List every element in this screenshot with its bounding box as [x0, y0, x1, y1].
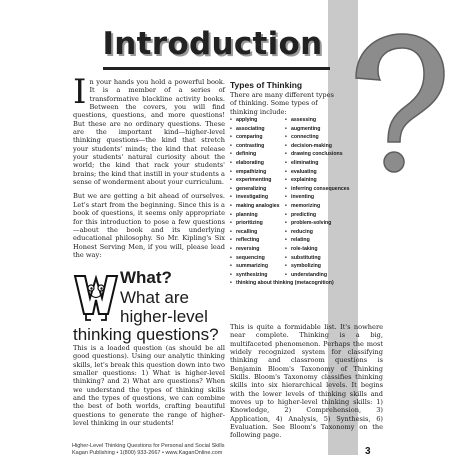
bullet-icon: • — [230, 185, 232, 192]
skill-label: recalling — [236, 228, 258, 235]
bullet-icon: • — [285, 117, 287, 123]
bullet-icon: • — [285, 177, 287, 184]
skill-label: thinking about thinking (metacognition) — [236, 280, 334, 287]
intro-column — [73, 72, 225, 259]
skill-label: assessing — [291, 117, 317, 123]
skill-item — [285, 177, 317, 185]
skill-label: symbolizing — [291, 263, 321, 270]
bullet-icon: • — [230, 194, 232, 201]
skill-label: reversing — [236, 246, 260, 252]
skill-label: inferring consequences — [291, 185, 350, 192]
skill-label: evaluating — [291, 168, 317, 175]
bullet-icon: • — [230, 228, 232, 235]
skill-item — [230, 255, 265, 263]
skill-label: generalizing — [236, 185, 267, 192]
bullet-icon: • — [230, 151, 232, 158]
skill-item — [285, 194, 314, 202]
types-heading: Types of Thinking — [230, 80, 303, 90]
drop-cap: I — [73, 72, 87, 112]
what-heading-block — [73, 268, 233, 344]
page-title: Introduction — [102, 26, 323, 62]
skill-item — [230, 229, 257, 237]
skill-label: elaborating — [236, 160, 264, 166]
skill-item — [285, 126, 320, 134]
skill-label: contrasting — [236, 142, 265, 149]
skill-item — [230, 212, 258, 220]
skill-item — [285, 263, 321, 271]
skill-item-metacognition — [230, 280, 334, 288]
skill-item — [230, 194, 268, 202]
skill-label: explaining — [291, 177, 317, 184]
skill-item — [285, 203, 320, 211]
skill-item — [285, 212, 316, 220]
bullet-icon: • — [230, 280, 232, 287]
footer-publisher: Kagan Publishing • 1(800) 933-2667 • www.KaganOnline.com — [72, 450, 223, 456]
skill-item — [230, 177, 271, 185]
bullet-icon: • — [230, 125, 232, 132]
skill-item — [285, 272, 327, 280]
bullet-icon: • — [230, 134, 232, 141]
intro-paragraph-1 — [73, 72, 225, 187]
types-intro: There are many different types of thinking. Some types of thinking include: — [230, 91, 334, 116]
bullet-icon: • — [285, 168, 287, 175]
skill-label: reducing — [291, 228, 313, 235]
skill-label: role-taking — [291, 246, 318, 252]
skill-label: augmenting — [291, 125, 321, 132]
skill-label: summarizing — [236, 263, 268, 270]
skill-label: investigating — [236, 194, 268, 201]
bullet-icon: • — [230, 220, 232, 227]
skill-item — [230, 151, 256, 159]
skill-item — [230, 263, 268, 271]
skill-label: planning — [236, 211, 258, 218]
skill-item — [285, 229, 313, 237]
bullet-icon: • — [230, 211, 232, 218]
skill-item — [285, 186, 350, 194]
title-underline — [103, 67, 330, 70]
right-column-body — [230, 323, 383, 440]
skill-item — [285, 143, 332, 151]
skill-item — [230, 117, 257, 125]
bullet-icon: • — [285, 254, 287, 261]
bullet-icon: • — [230, 237, 232, 244]
bullet-icon: • — [285, 220, 287, 227]
skill-item — [285, 220, 331, 228]
skill-label: prioritizing — [236, 220, 263, 227]
what-label: What? — [120, 268, 172, 287]
bullet-icon: • — [285, 237, 287, 244]
skill-label: predicting — [291, 211, 317, 218]
skill-item — [285, 237, 310, 245]
skill-label: relating — [291, 237, 310, 244]
skill-label: drawing conclusions — [291, 151, 343, 158]
bullet-icon: • — [285, 151, 287, 158]
what-column — [73, 344, 225, 427]
skill-item — [230, 237, 259, 245]
skill-item — [230, 203, 280, 211]
skill-label: defining — [236, 151, 257, 158]
skill-item — [230, 272, 267, 280]
skill-label: sequencing — [236, 254, 265, 261]
bullet-icon: • — [285, 203, 287, 209]
bullet-icon: • — [285, 185, 287, 192]
bullet-icon: • — [285, 271, 287, 278]
bullet-icon: • — [230, 117, 232, 123]
bullet-icon: • — [230, 142, 232, 149]
skill-label: memorizing — [291, 203, 321, 209]
skill-label: decision-making — [291, 142, 332, 149]
intro-paragraph-1-text: n your hands you hold a powerful book. It is a member of a series of transformative blackline activity books. Between the covers, you will find questions, questions, and more questions! But these are no ordinary questions. These are the important kind—higher-level thinking questions—the kind that stretch your students' minds; the kind that release your students' natural curiosity about the world; the kind that rack your students' brains; the kind that instill in your students a sense of wonderment about your curriculum. — [73, 78, 225, 187]
bullet-icon: • — [230, 168, 232, 175]
skill-label: eliminating — [291, 160, 319, 166]
intro-paragraph-2: But we are getting a bit ahead of ourselves. Let's start from the beginning. Since this is a book of questions, it seems only appropriate for this introduction to pose a few questions—about the book and its underlying educational philosophy. So Mr. Kipling's Six Honest Serving Men, if you will, please lead the way: — [73, 192, 225, 259]
bullet-icon: • — [285, 246, 287, 252]
skill-item — [230, 134, 263, 142]
bullet-icon: • — [230, 160, 232, 166]
page-number: 3 — [365, 446, 371, 457]
bullet-icon: • — [285, 194, 287, 201]
bullet-icon: • — [230, 263, 232, 270]
skill-item — [285, 255, 321, 263]
bullet-icon: • — [285, 228, 287, 235]
skill-item — [230, 186, 266, 194]
skill-label: substituting — [291, 254, 321, 261]
skill-item — [230, 143, 264, 151]
bullet-icon: • — [230, 246, 232, 252]
skill-label: comparing — [236, 134, 263, 141]
what-heading-line-2: higher-level — [120, 307, 208, 326]
skill-label: inventing — [291, 194, 315, 201]
footer — [72, 443, 224, 457]
skill-label: making analogies — [236, 203, 280, 209]
skill-label: connecting — [291, 134, 319, 141]
footer-book-title: Higher-Level Thinking Questions for Personal and Social Skills — [72, 443, 225, 449]
bullet-icon: • — [285, 211, 287, 218]
skill-label: problem-solving — [291, 220, 332, 227]
bullet-icon: • — [285, 134, 287, 141]
bullet-icon: • — [230, 271, 232, 278]
skill-item — [285, 134, 319, 142]
skill-item — [285, 151, 343, 159]
skill-label: associating — [236, 125, 265, 132]
bullet-icon: • — [230, 203, 232, 209]
skill-item — [285, 246, 318, 254]
what-paragraph: This is a loaded question (as should be all good questions). Using our analytic thinking skills, let's break this question down into two smaller questions: 1) What is higher-level thinking? and 2) What are questions? When we understand the types of thinking skills and the types of questions, we can combine the best of both worlds, crafting beautiful questions to generate the range of higher-level thinking in our students! — [73, 344, 225, 428]
bullet-icon: • — [285, 263, 287, 270]
skill-item — [230, 169, 266, 177]
bullet-icon: • — [230, 177, 232, 184]
bullet-icon: • — [285, 160, 287, 166]
what-heading-line-1: What are — [120, 288, 189, 307]
skill-item — [230, 246, 259, 254]
w-character-icon — [73, 268, 119, 324]
skill-label: applying — [236, 117, 258, 123]
title-block — [95, 24, 330, 64]
skill-label: experimenting — [236, 177, 272, 184]
skill-item — [285, 117, 316, 125]
skill-item — [285, 160, 318, 168]
skill-label: understanding — [291, 271, 328, 278]
bullet-icon: • — [285, 142, 287, 149]
skill-item — [230, 126, 265, 134]
skill-item — [230, 160, 264, 168]
bloom-paragraph: This is quite a formidable list. It's nowhere near complete. Thinking is a big, multifaceted phenomenon. Perhaps the most widely recognized system for classifying thinking and classroom questions is Benjamin Bloom's Taxonomy of Thinking Skills. Bloom's Taxonomy classifies thinking skills into six hierarchical levels. It begins with the lower levels of thinking skills and moves up to higher-level thinking skills: 1) Knowledge, 2) Comprehension, 3) Application, 4) Analysis, 5) Synthesis, 6) Evaluation. See Bloom's Taxonomy on the following page. — [230, 323, 383, 440]
bullet-icon: • — [230, 254, 232, 261]
bullet-icon: • — [285, 125, 287, 132]
skill-item — [285, 169, 317, 177]
what-heading-line-3: thinking questions? — [73, 325, 219, 344]
skill-label: synthesizing — [236, 271, 268, 278]
skill-label: reflecting — [236, 237, 260, 244]
skill-item — [230, 220, 263, 228]
skill-label: empathizing — [236, 168, 267, 175]
